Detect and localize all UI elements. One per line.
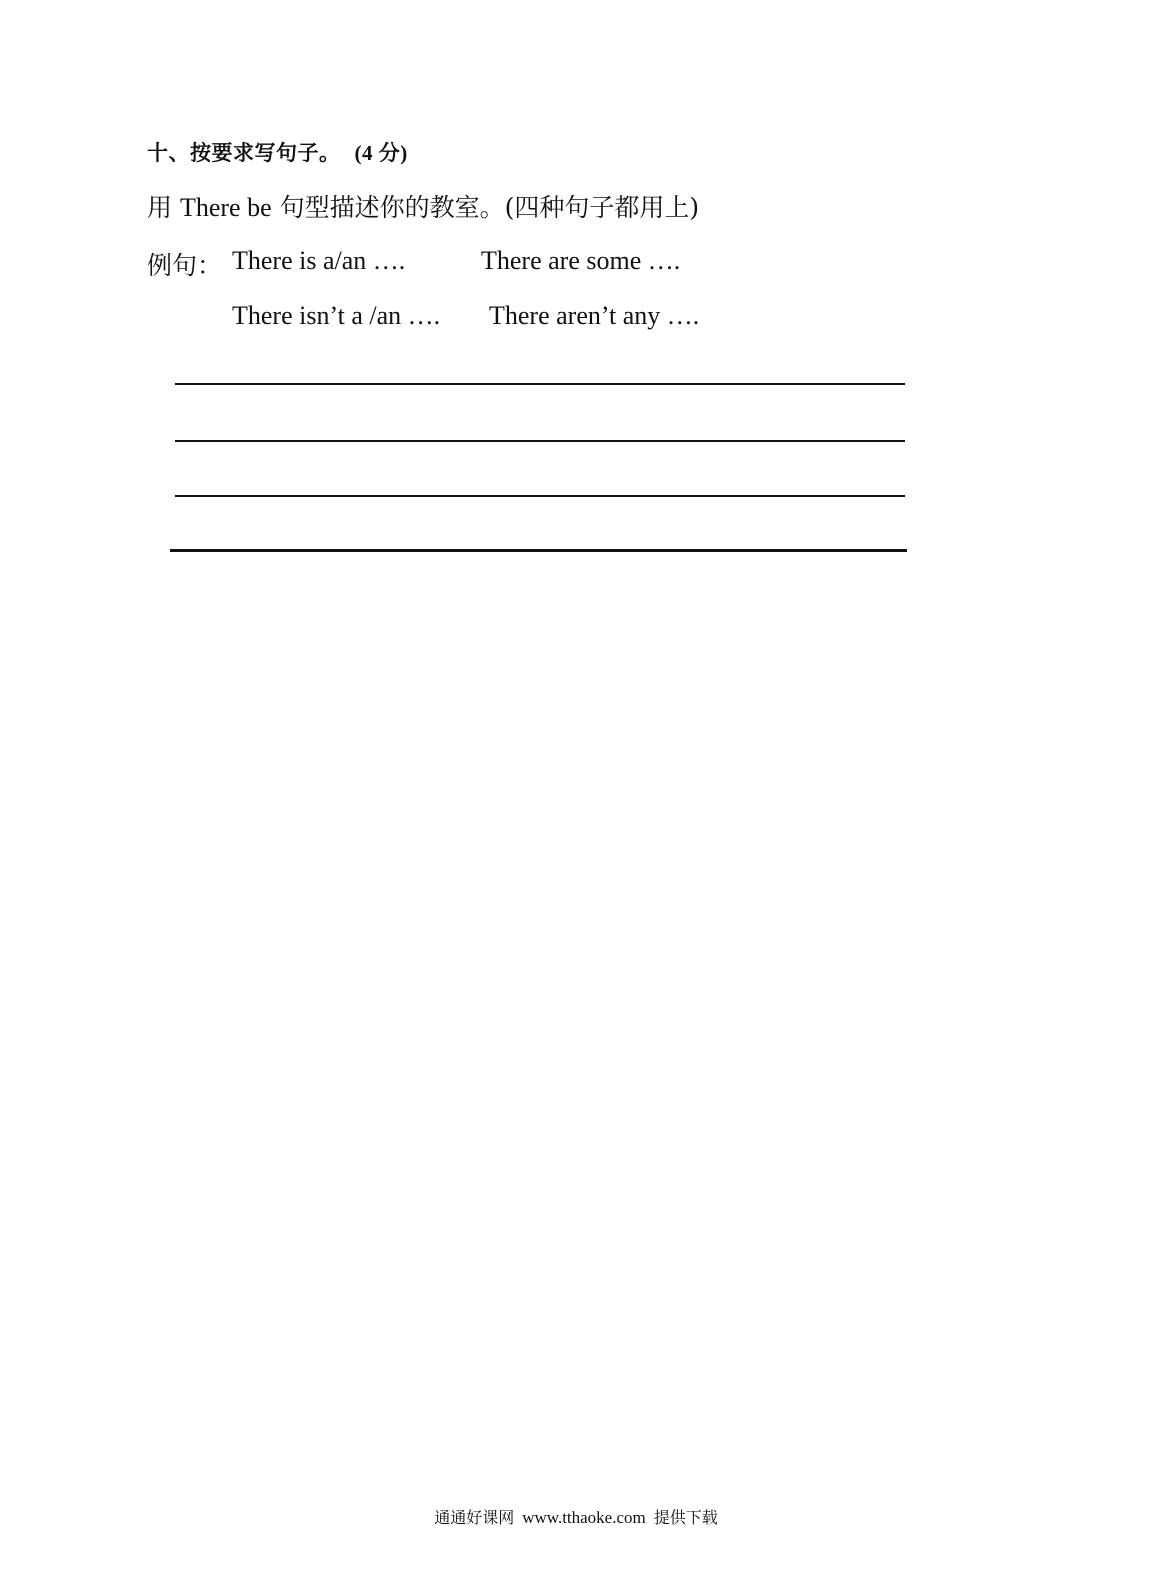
example-sentence: There is a/an …. [232, 246, 406, 275]
example-sentence: There aren’t any …. [489, 301, 700, 330]
answer-line[interactable] [175, 440, 905, 442]
page-footer [0, 1505, 1152, 1528]
section-title: 十、按要求写句子。 [147, 141, 341, 165]
footer-suffix: 提供下载 [653, 1508, 718, 1527]
example-label: 例句： [147, 251, 223, 280]
answer-line[interactable] [175, 495, 905, 497]
section-heading [147, 137, 408, 167]
footer-site-name: 通通好课网 [434, 1508, 515, 1527]
example-sentence: There isn’t a /an …. [232, 301, 441, 330]
answer-line[interactable] [175, 383, 905, 385]
example-sentence: There are some …. [481, 246, 681, 275]
footer-url: www.tthaoke.com [522, 1508, 646, 1527]
section-score: (4 分) [354, 141, 408, 165]
instruction-prefix: 用 [147, 193, 180, 222]
answer-line[interactable] [170, 549, 907, 552]
instruction-text [147, 188, 699, 224]
instruction-suffix: 句型描述你的教室。(四种句子都用上) [271, 193, 700, 222]
instruction-english: There be [179, 193, 272, 222]
